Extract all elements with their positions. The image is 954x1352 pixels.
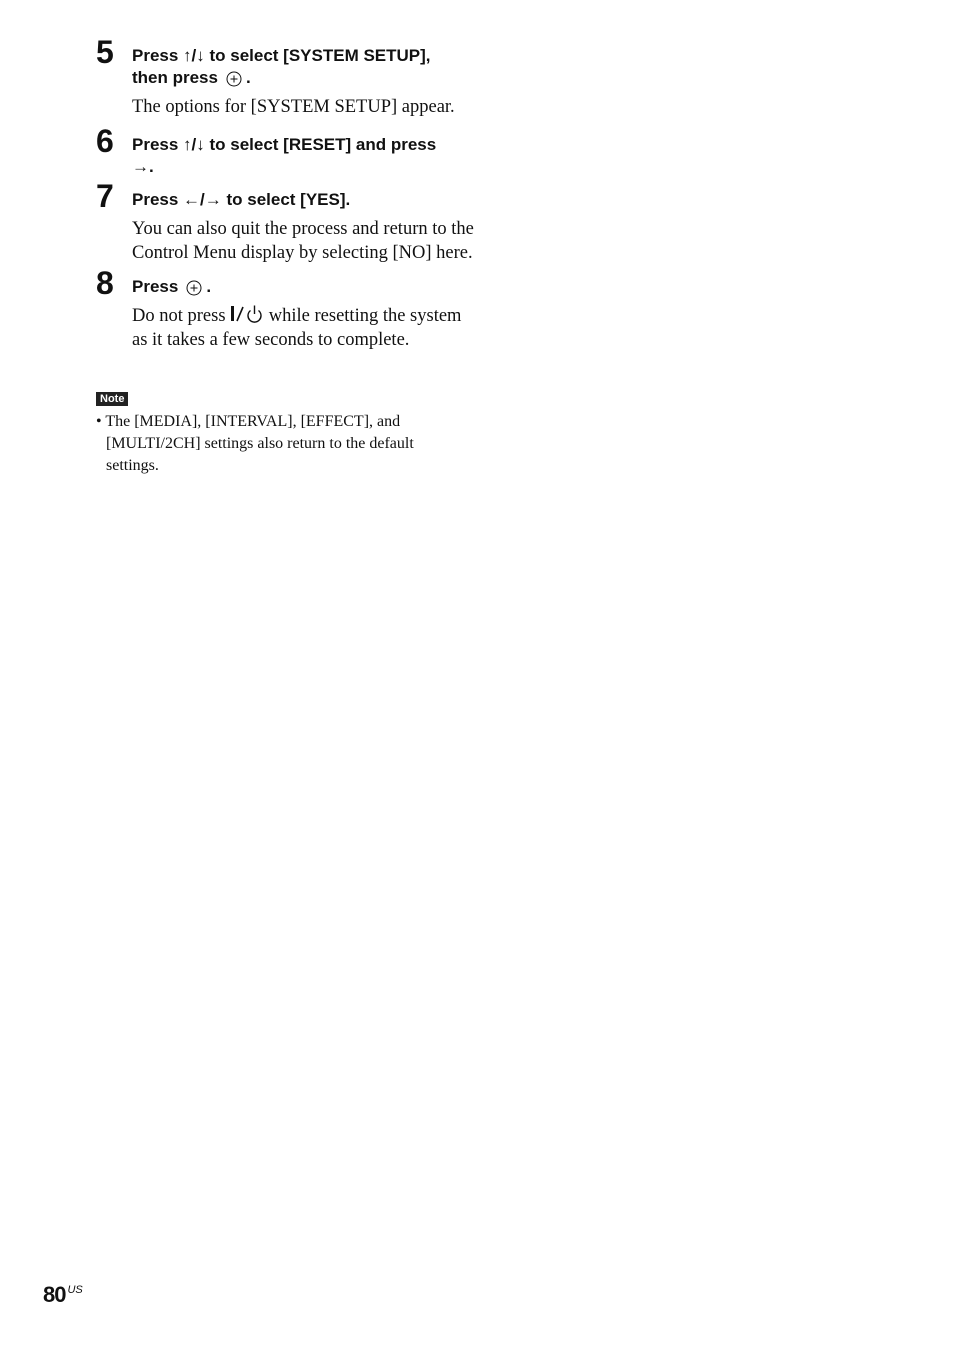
step-heading-prefix: Press bbox=[132, 277, 179, 296]
step-5 bbox=[96, 36, 476, 119]
page-region-suffix: US bbox=[67, 1284, 83, 1296]
enter-button-icon bbox=[226, 71, 242, 87]
step-heading-line1: Press ↑/↓ to select [SYSTEM SETUP], bbox=[132, 46, 431, 65]
step-heading-line2-prefix: then press bbox=[132, 68, 218, 87]
step-number: 6 bbox=[96, 123, 113, 159]
step-heading: Press ←/→ to select [YES]. bbox=[132, 190, 351, 209]
step-heading-line2-suffix: . bbox=[245, 68, 251, 87]
step-body-prefix: Do not press bbox=[132, 306, 226, 326]
step-8 bbox=[96, 267, 476, 352]
page-number-value: 80 bbox=[43, 1282, 66, 1307]
step-number: 8 bbox=[96, 265, 113, 301]
step-7 bbox=[96, 180, 476, 265]
step-heading bbox=[132, 267, 476, 298]
page-number bbox=[43, 1282, 83, 1308]
power-button-icon bbox=[230, 304, 264, 324]
step-heading bbox=[132, 125, 476, 178]
note-section bbox=[96, 389, 466, 477]
step-number: 5 bbox=[96, 34, 113, 70]
step-heading-line1: Press ↑/↓ to select [RESET] and press bbox=[132, 135, 437, 154]
step-body-suffix: while resetting the system as it takes a few seconds to complete. bbox=[132, 306, 462, 350]
step-heading-line2: →. bbox=[132, 157, 154, 176]
step-heading-suffix: . bbox=[206, 277, 212, 296]
note-badge: Note bbox=[96, 392, 128, 406]
step-body: You can also quit the process and return to the Control Menu display by selecting [NO] here. bbox=[132, 219, 474, 263]
step-number: 7 bbox=[96, 178, 113, 214]
enter-button-icon bbox=[186, 280, 202, 296]
note-text: • The [MEDIA], [INTERVAL], [EFFECT], and [MULTI/2CH] settings also return to the default settings. bbox=[96, 413, 414, 474]
step-body: The options for [SYSTEM SETUP] appear. bbox=[132, 97, 455, 117]
step-heading bbox=[132, 36, 476, 89]
step-body bbox=[132, 304, 476, 352]
instruction-steps bbox=[96, 36, 476, 352]
step-6 bbox=[96, 125, 476, 178]
